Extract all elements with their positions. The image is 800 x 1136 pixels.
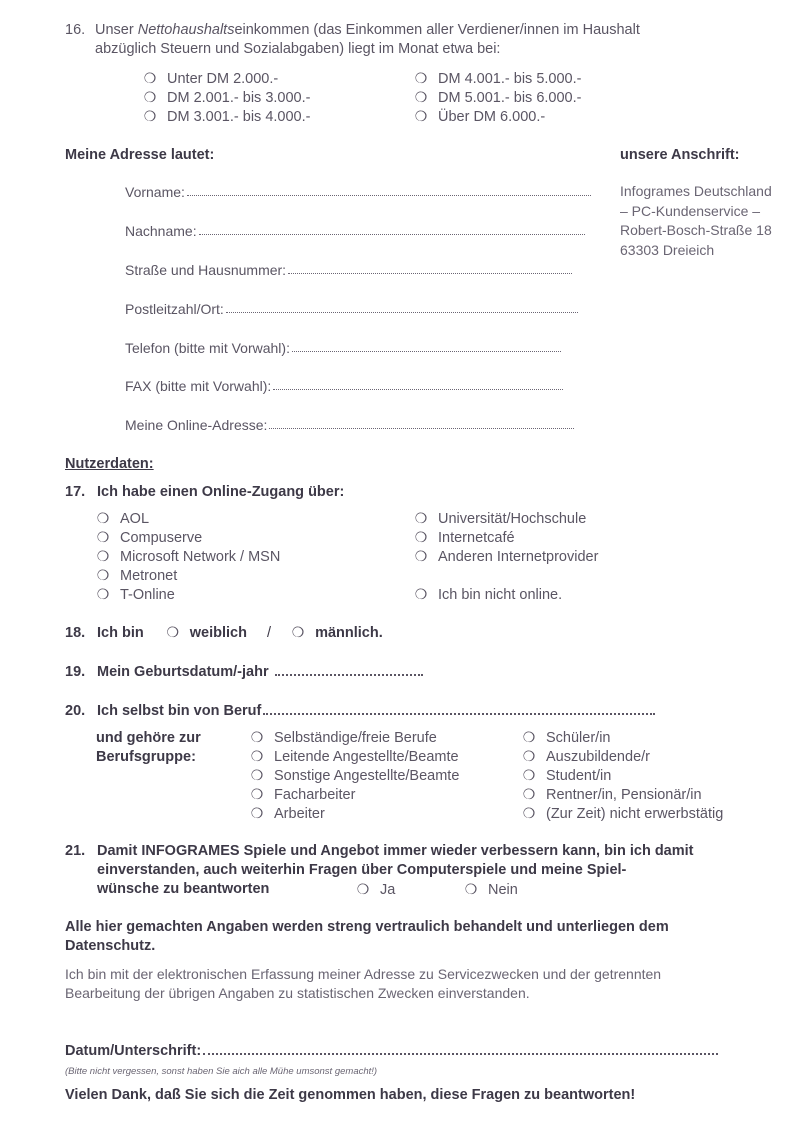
q17-option[interactable]: ❍ Metronet: [96, 567, 178, 584]
radio-icon[interactable]: ❍: [414, 586, 428, 602]
q17-option-offline[interactable]: ❍ Ich bin nicht online.: [414, 586, 563, 603]
radio-icon[interactable]: ❍: [414, 70, 428, 86]
q20-option[interactable]: ❍ Sonstige Angestellte/Beamte: [250, 767, 460, 784]
q16-line1: 16. Unser Nettohaushaltseinkommen (das Einkommen aller Verdiener/innen im Haushalt: [65, 22, 640, 38]
q20-group-label: und gehöre zur Berufsgruppe:: [96, 730, 201, 765]
q20-option[interactable]: ❍ Auszubildende/r: [522, 748, 650, 765]
signature-line[interactable]: [203, 1052, 718, 1055]
fax-line[interactable]: [273, 388, 563, 390]
radio-icon[interactable]: ❍: [522, 729, 536, 745]
phone-line[interactable]: [292, 350, 561, 352]
q19-question: 19. Mein Geburtsdatum/-jahr: [65, 664, 423, 680]
consent-line1: Ich bin mit der elektronischen Erfassung meiner Adresse zu Servicezwecken und der getrennten: [65, 966, 662, 982]
q20-option[interactable]: ❍ Schüler/in: [522, 729, 611, 746]
signature-note: (Bitte nicht vergessen, sonst haben Sie aich alle Mühe umsonst gemacht!): [65, 1066, 378, 1077]
q17-option[interactable]: ❍ Compuserve: [96, 529, 203, 546]
radio-icon-female[interactable]: ❍: [166, 624, 180, 640]
consent-line2: Bearbeitung der übrigen Angaben zu statistischen Zwecken einverstanden.: [65, 985, 530, 1001]
q17-option[interactable]: ❍ T-Online: [96, 586, 175, 603]
firstname-line[interactable]: [187, 194, 591, 196]
privacy-line2: Datenschutz.: [65, 938, 156, 954]
radio-icon[interactable]: ❍: [250, 786, 264, 802]
q21-line3: wünsche zu beantworten: [97, 881, 270, 897]
q17-option[interactable]: ❍ Anderen Internetprovider: [414, 548, 599, 565]
phone-field[interactable]: Telefon (bitte mit Vorwahl):: [125, 340, 561, 356]
q20-option[interactable]: ❍ Selbständige/freie Berufe: [250, 729, 437, 746]
q16-option[interactable]: ❍ DM 2.001.- bis 3.000.-: [143, 89, 311, 106]
privacy-line1: Alle hier gemachten Angaben werden streng vertraulich behandelt und unterliegen dem: [65, 919, 669, 935]
recipient-heading: unsere Anschrift:: [620, 147, 740, 163]
q20-option[interactable]: ❍ Facharbeiter: [250, 786, 356, 803]
radio-icon[interactable]: ❍: [96, 510, 110, 526]
q20-question: 20. Ich selbst bin von Beruf: [65, 703, 655, 719]
q17-option[interactable]: ❍ Universität/Hochschule: [414, 510, 587, 527]
radio-icon[interactable]: ❍: [414, 89, 428, 105]
q16-option[interactable]: ❍ Unter DM 2.000.-: [143, 70, 279, 87]
online-address-line[interactable]: [269, 427, 574, 429]
recipient-address: Infogrames Deutschland – PC-Kundenservice – Robert-Bosch-Straße 18 63303 Dreieich: [620, 183, 772, 258]
radio-icon[interactable]: ❍: [143, 89, 157, 105]
radio-icon[interactable]: ❍: [250, 805, 264, 821]
street-line[interactable]: [288, 272, 572, 274]
q16-option[interactable]: ❍ Über DM 6.000.-: [414, 108, 546, 125]
lastname-field[interactable]: Nachname:: [125, 223, 585, 239]
q17-question: 17. Ich habe einen Online-Zugang über:: [65, 484, 345, 500]
street-field[interactable]: Straße und Hausnummer:: [125, 262, 572, 278]
zip-city-field[interactable]: Postleitzahl/Ort:: [125, 301, 578, 317]
lastname-line[interactable]: [199, 233, 585, 235]
firstname-field[interactable]: Vorname:: [125, 184, 591, 200]
q20-option[interactable]: ❍ Arbeiter: [250, 805, 325, 822]
fax-field[interactable]: FAX (bitte mit Vorwahl):: [125, 378, 563, 394]
radio-icon[interactable]: ❍: [414, 529, 428, 545]
nutzerdaten-heading: Nutzerdaten:: [65, 456, 154, 472]
radio-icon[interactable]: ❍: [96, 548, 110, 564]
online-address-field[interactable]: Meine Online-Adresse:: [125, 417, 574, 433]
radio-icon[interactable]: ❍: [250, 767, 264, 783]
q20-option[interactable]: ❍ Leitende Angestellte/Beamte: [250, 748, 459, 765]
q21-line2: einverstanden, auch weiterhin Fragen über Computerspiele und meine Spiel-: [97, 862, 627, 878]
radio-icon[interactable]: ❍: [414, 548, 428, 564]
radio-icon[interactable]: ❍: [96, 529, 110, 545]
radio-icon[interactable]: ❍: [522, 786, 536, 802]
radio-icon[interactable]: ❍: [356, 881, 370, 897]
q18-question: 18. Ich bin ❍ weiblich / ❍ männlich.: [65, 624, 383, 641]
q17-option[interactable]: ❍ Microsoft Network / MSN: [96, 548, 281, 565]
q20-option[interactable]: ❍ (Zur Zeit) nicht erwerbstätig: [522, 805, 724, 822]
radio-icon[interactable]: ❍: [143, 70, 157, 86]
radio-icon[interactable]: ❍: [522, 805, 536, 821]
birthdate-line[interactable]: [275, 673, 423, 676]
q20-option[interactable]: ❍ Rentner/in, Pensionär/in: [522, 786, 702, 803]
radio-icon[interactable]: ❍: [143, 108, 157, 124]
q16-option[interactable]: ❍ DM 5.001.- bis 6.000.-: [414, 89, 582, 106]
zip-city-line[interactable]: [226, 311, 578, 313]
q21-no-option[interactable]: ❍ Nein: [464, 881, 518, 898]
radio-icon[interactable]: ❍: [414, 510, 428, 526]
radio-icon[interactable]: ❍: [464, 881, 478, 897]
thanks-text: Vielen Dank, daß Sie sich die Zeit genommen haben, diese Fragen zu beantworten!: [65, 1087, 636, 1103]
q20-option[interactable]: ❍ Student/in: [522, 767, 612, 784]
radio-icon-male[interactable]: ❍: [291, 624, 305, 640]
profession-line[interactable]: [263, 712, 655, 715]
q16-option[interactable]: ❍ DM 3.001.- bis 4.000.-: [143, 108, 311, 125]
q21-line1: 21. Damit INFOGRAMES Spiele und Angebot immer wieder verbessern kann, bin ich damit: [65, 843, 694, 859]
signature-row: Datum/Unterschrift:: [65, 1043, 718, 1059]
address-heading: Meine Adresse lautet:: [65, 147, 215, 163]
radio-icon[interactable]: ❍: [522, 748, 536, 764]
radio-icon[interactable]: ❍: [250, 729, 264, 745]
q17-option[interactable]: ❍ Internetcafé: [414, 529, 515, 546]
q17-option[interactable]: ❍ AOL: [96, 510, 150, 527]
q16-line2: abzüglich Steuern und Sozialabgaben) liegt im Monat etwa bei:: [95, 41, 501, 57]
radio-icon[interactable]: ❍: [250, 748, 264, 764]
radio-icon[interactable]: ❍: [96, 586, 110, 602]
radio-icon[interactable]: ❍: [96, 567, 110, 583]
q16-option[interactable]: ❍ DM 4.001.- bis 5.000.-: [414, 70, 582, 87]
q21-yes-option[interactable]: ❍ Ja: [356, 881, 396, 898]
radio-icon[interactable]: ❍: [414, 108, 428, 124]
q16-number: 16.: [65, 22, 86, 38]
radio-icon[interactable]: ❍: [522, 767, 536, 783]
